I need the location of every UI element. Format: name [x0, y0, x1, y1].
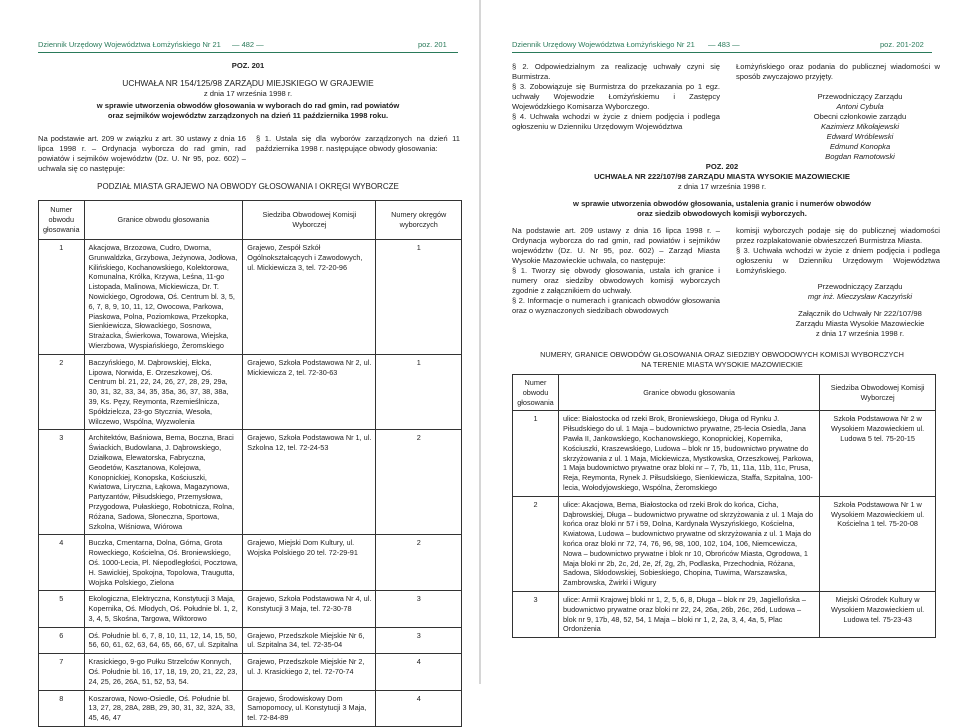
running-header-page-number: — 482 —	[232, 40, 264, 49]
section-4-continuation: Łomżyńskiego oraz podania do publicznej wiadomości w sposób zwyczajowo przyjęty.	[736, 62, 940, 81]
chairman-name: Antoni Cybula	[836, 102, 884, 111]
district-bounds: Baczyńskiego, M. Dąbrowskiej, Ełcka, Lipowa, Norwida, E. Orzeszkowej, Oś. Centrum bl. 21, 22, 24, 26, 27, 28, 29, 29a, 30, 31, 32, 33, 34, 35, 35a, 36, 37, 38, 38a, 39, Ks. Pęzy, Reymonta, Rzemieślnicza, Spółdzielcza, 23-go Stycznia, Wesoła, Wilczewo, Wspólna, Wyzwolenia	[84, 354, 243, 430]
table-row	[39, 654, 462, 690]
electoral-district: 4	[376, 690, 462, 726]
table-header-row	[513, 375, 936, 411]
commission-seat: Grajewo, Przedszkole Miejskie Nr 2, ul. J. Krasickiego 2, tel. 72-70-74	[243, 654, 376, 690]
running-header-item: poz. 201	[418, 40, 447, 49]
resolution-subject-line-2: oraz sejmików województw zarządzonych na dzień 11 października 1998 roku.	[107, 111, 389, 120]
table-row	[513, 591, 936, 637]
commission-seat: Grajewo, Szkoła Podstawowa Nr 2, ul. Mickiewicza 2, tel. 72-30-63	[243, 354, 376, 430]
district-bounds: ulice: Armii Krajowej bloki nr 1, 2, 5, 6, 8, Długa – blok nr 29, Jagiellońska – budownictwo prywatne oraz bloki nr 22, 24, 26a, 26b, 26c, 26d, Ludowa – blok nr 9, 17b, 48, 52, 54, 1 Maja – bloki nr 1, 2, 2a, 3, 4, 4a, 5, Plac Ordonżenia	[558, 591, 819, 637]
chairman-title: Przewodniczący Zarządu	[817, 92, 903, 101]
district-bounds: Koszarowa, Nowo-Osiedle, Oś. Południe bl. 13, 27, 28, 28A, 28B, 29, 30, 31, 32, 32A, 33, 45, 46, 47	[84, 690, 243, 726]
district-bounds: Buczka, Cmentarna, Dolna, Górna, Grota Roweckiego, Kościelna, Oś. Broniewskiego, Oś. 1000-Lecia, Pl. Niepodległości, Pocztowa, H. Sawickiej, Spokojna, Topolowa, Traugutta, Wojska Polskiego, Zielona	[84, 535, 243, 591]
commission-seat: Grajewo, Przedszkole Miejskie Nr 6, ul. Szpitalna 34, tel. 72-35-04	[243, 627, 376, 654]
item-number: POZ. 201	[231, 61, 265, 70]
polling-districts-table-wysokie-mazowieckie	[512, 374, 936, 638]
resolution-title: UCHWAŁA NR 154/125/98 ZARZĄDU MIEJSKIEGO W GRAJEWIE	[122, 78, 374, 88]
annex-heading-line-3: z dnia 17 września 1998 r.	[815, 329, 905, 338]
commission-seat: Szkoła Podstawowa Nr 1 w Wysokiem Mazowieckiem ul. Kościelna 1 tel. 75-20-08	[820, 496, 936, 591]
section-2-text: § 2. Odpowiedzialnym za realizację uchwały czyni się Burmistrza.	[512, 62, 720, 81]
commission-seat: Grajewo, Zespół Szkół Ogólnokształcących i Zawodowych, ul. Mickiewicza 3, tel. 72-20-96	[243, 240, 376, 355]
resolution-date: z dnia 17 września 1998 r.	[677, 182, 767, 191]
table-title-line-2: NA TERENIE MIASTA WYSOKIE MAZOWIECKIE	[641, 360, 803, 369]
preamble-legal-basis: Na podstawie art. 209 ustawy z dnia 16 lipca 1998 r. – Ordynacja wyborcza do rad gmin, rad powiatów i sejmików województw (Dz. U. Nr 95, poz. 602) – Zarząd Miasta Wysokie Mazowieckie uchwala, co następuje:	[512, 226, 720, 265]
section-4-text: § 4. Uchwała wchodzi w życie z dniem podjęcia i podlega ogłoszeniu w Dzienniku Urzędowym Województwa	[512, 112, 720, 131]
district-number: 2	[513, 496, 559, 591]
board-member-name: Edward Wróblewski	[826, 132, 894, 141]
commission-seat: Grajewo, Szkoła Podstawowa Nr 4, ul. Konstytucji 3 Maja, tel. 72-30-78	[243, 591, 376, 627]
board-member-name: Bogdan Ramotowski	[825, 152, 895, 161]
table-row	[39, 627, 462, 654]
commission-seat: Grajewo, Szkoła Podstawowa Nr 1, ul. Szkolna 12, tel. 72-24-53	[243, 430, 376, 535]
section-3-text: § 3. Uchwała wchodzi w życie z dniem podjęcia i podlega ogłoszeniu w Dzienniku Urzędowym Województwa Łomżyńskiego.	[736, 246, 940, 275]
district-bounds: Krasickiego, 9-go Pułku Strzelców Konnych, Oś. Południe bl. 16, 17, 18, 19, 20, 21, 22, 23, 24, 25, 26, 26A, 51, 52, 53, 54.	[84, 654, 243, 690]
table-row	[513, 496, 936, 591]
district-number: 2	[39, 354, 85, 430]
electoral-district: 3	[376, 591, 462, 627]
header-district-bounds: Granice obwodu głosowania	[558, 375, 819, 411]
chairman-title: Przewodniczący Zarządu	[817, 282, 903, 291]
district-bounds: Oś. Południe bl. 6, 7, 8, 10, 11, 12, 14, 15, 50, 56, 60, 61, 62, 63, 64, 65, 66, 67, ul. Szpitalna	[84, 627, 243, 654]
running-header-journal: Dziennik Urzędowy Województwa Łomżyńskiego Nr 21	[512, 40, 695, 49]
table-row	[39, 240, 462, 355]
resolution-subject-line-2: oraz siedzib obwodowych komisji wyborczych.	[637, 209, 807, 218]
district-bounds: ulice: Akacjowa, Bema, Białostocka od rzeki Brok do końca, Cicha, Dąbrowskiej, Długa – budownictwo prywatne od skrzyżowania z ul. 1 Maja do końca oraz bloki nr 57 i 59, Dolna, Kardynała Wyszyńskiego, Kościelna, Kwiatowa, Ludowa – budownictwo prywatne od skrzyżowania z ul. 1 Maja do końca oraz bloki nr 72, 74, 76, 96, 98, 100, 102, 104, 106, Niemcewicza, Nowa – budownictwo prywatne i blok nr 10, Obrońców Miasta, Ogrodowa, 1 Maja bloki nr 2b, 2c, 2d, 2e, 2f, 2g, 2h, Podlaska, Przechodnia, Różana, Sadowa, Skłodowskiej, Sobieskiego, Chopina, Tuwima, Warszawska, Zambrowska, Żwirki i Wigury	[558, 496, 819, 591]
table-row	[39, 354, 462, 430]
running-header-page-number: — 483 —	[708, 40, 740, 49]
district-number: 3	[513, 591, 559, 637]
table-row	[39, 591, 462, 627]
running-header-item: poz. 201-202	[880, 40, 924, 49]
running-header-journal: Dziennik Urzędowy Województwa Łomżyńskiego Nr 21	[38, 40, 221, 49]
header-district-bounds: Granice obwodu głosowania	[84, 201, 243, 240]
district-bounds: ulice: Białostocka od rzeki Brok, Broniewskiego, Długa od Rynku J. Piłsudskiego do ul. 1 Maja – budownictwo prywatne, 25-lecia Osiedla, Jana Pawła II, Jankowskiego, Kochanowskiego, Konopnickiej, Kopernika, Kościuszki, Kraszewskiego, Ludowa – blok nr 15, budownictwo prywatne do skrzyżowania z ul. 1 Maja, Mickiewicza, Mystkowska, Orzeszkowej, Parkowa, 1 Maja budownictwo prywatne oraz bloki nr – 7, 7b, 11, 11a, 11b, 11c, Prusa, Reja, Reymonta, Rynek J. Piłsudskiego, Sienkiewicza, Staffa, Szpitalna, 100-lecia, Wołodyjowskiego, Wspólna, Żeromskiego	[558, 411, 819, 496]
district-number: 3	[39, 430, 85, 535]
resolution-title: UCHWAŁA NR 222/107/98 ZARZĄDU MIASTA WYSOKIE MAZOWIECKIE	[594, 172, 850, 181]
table-row	[39, 535, 462, 591]
board-member-name: Kazimierz Mikołajewski	[820, 122, 900, 131]
district-number: 4	[39, 535, 85, 591]
district-number: 1	[513, 411, 559, 496]
electoral-district: 2	[376, 535, 462, 591]
table-header-row	[39, 201, 462, 240]
header-rule	[38, 52, 458, 53]
header-rule	[512, 52, 932, 53]
board-member-name: Edmund Konopka	[829, 142, 891, 151]
annex-heading-line-2: Zarządu Miasta Wysokie Mazowieckie	[795, 319, 925, 328]
commission-seat: Miejski Ośrodek Kultury w Wysokiem Mazowieckiem ul. Ludowa tel. 75-23-43	[820, 591, 936, 637]
district-number: 5	[39, 591, 85, 627]
electoral-district: 1	[376, 240, 462, 355]
section-2-text: § 2. Informacje o numerach i granicach obwodów głosowania oraz o wyznaczonych siedzibach obwodowych	[512, 296, 720, 315]
section-1-text: § 1. Ustala się dla wyborów zarządzonych na dzień 11 października 1998 r. następujące obwody głosowania:	[256, 134, 460, 153]
header-commission-seat: Siedziba Obwodowej Komisji Wyborczej	[243, 201, 376, 240]
district-number: 7	[39, 654, 85, 690]
electoral-district: 4	[376, 654, 462, 690]
section-3-text: § 3. Zobowiązuje się Burmistrza do przekazania po 1 egz. uchwały Wojewodzie Łomżyńskiemu i Zastępcy Wojewódzkiego Komisarza Wyborczego.	[512, 82, 720, 111]
page-482	[0, 0, 480, 723]
district-number: 1	[39, 240, 85, 355]
annex-heading-line-1: Załącznik do Uchwały Nr 222/107/98	[798, 309, 922, 318]
header-district-number: Numer obwodu głosowania	[513, 375, 559, 411]
district-bounds: Akacjowa, Brzozowa, Cudro, Dworna, Grunwaldzka, Grzybowa, Jeżynowa, Jodłowa, Kilińskiego, Kochanowskiego, Kolektorowa, Komunalna, Królka, Krzywa, Leśna, 11-go Listopada, Malinowa, Mickiewicza, Dr. T. Nowickiego, Ogrodowa, Oś. Centrum bl. 3, 5, 6, 7, 8, 9, 10, 11, 12, Owocowa, Parkowa, Piaskowa, Polna, Poziomkowa, Przekopka, Sienkiewicza, Słowackiego, Sosnowa, Strażacka, Świerkowa, Towarowa, Wiejska, Wierzbowa, Wyspiańskiego, Żeromskiego	[84, 240, 243, 355]
district-number: 8	[39, 690, 85, 726]
district-bounds: Architektów, Baśniowa, Bema, Boczna, Braci Świackich, Budowlana, J. Dąbrowskiego, Działkowa, Elewatorska, Fabryczna, Geodetów, Kasztanowa, Kolejowa, Konopnickiej, Konopska, Kościuszki, Kwiatowa, Liryczna, Łąkowa, Magazynowa, Partyzantów, Piłsudskiego, Przemysłowa, Przygodowa, Pułaskiego, Robotnicza, Rolna, Różana, Sadowa, Słoneczna, Sportowa, Szkolna, Wiśniowa, Wiórowa	[84, 430, 243, 535]
district-bounds: Ekologiczna, Elektryczna, Konstytucji 3 Maja, Kopernika, Oś. Młodych, Oś. Południe bl. 1, 2, 3, 4, 5, Skośna, Targowa, Wiktorowo	[84, 591, 243, 627]
district-number: 6	[39, 627, 85, 654]
commission-seat: Grajewo, Środowiskowy Dom Samopomocy, ul. Konstytucji 3 Maja, tel. 72-84-89	[243, 690, 376, 726]
electoral-district: 1	[376, 354, 462, 430]
resolution-subject-line-1: w sprawie utworzenia obwodów głosowania w wyborach do rad gmin, rad powiatów	[96, 101, 400, 110]
commission-seat: Grajewo, Miejski Dom Kultury, ul. Wojska Polskiego 20 tel. 72-29-91	[243, 535, 376, 591]
item-number: POZ. 202	[705, 162, 739, 171]
table-title-line-1: NUMERY, GRANICE OBWODÓW GŁOSOWANIA ORAZ SIEDZIBY OBWODOWYCH KOMISJI WYBORCZYCH	[540, 350, 904, 359]
board-members-label: Obecni członkowie zarządu	[813, 112, 907, 121]
section-1-text: § 1. Tworzy się obwody głosowania, ustala ich granice i numery oraz siedziby obwodowych komisji wyborczych zgodnie z załącznikiem do uchwały.	[512, 266, 720, 295]
chairman-name: mgr inż. Mieczysław Kaczyński	[807, 292, 913, 301]
section-2-continuation: komisji wyborczych podaje się do publicznej wiadomości przez rozplakatowanie obwieszczeń Burmistrza Miasta.	[736, 226, 940, 245]
electoral-district: 3	[376, 627, 462, 654]
resolution-date: z dnia 17 września 1998 r.	[203, 89, 293, 98]
table-row	[39, 690, 462, 726]
table-title: PODZIAŁ MIASTA GRAJEWO NA OBWODY GŁOSOWANIA I OKRĘGI WYBORCZE	[97, 182, 399, 191]
header-electoral-district: Numery okręgów wyborczych	[376, 201, 462, 240]
preamble-legal-basis: Na podstawie art. 209 w związku z art. 30 ustawy z dnia 16 lipca 1998 r. – Ordynacja wyborcza do rad gmin, rad powiatów i sejmików województw (Dz. U. Nr 95, poz. 602) – uchwala się co następuje:	[38, 134, 246, 173]
resolution-subject-line-1: w sprawie utworzenia obwodów głosowania, ustalenia granic i numerów obwodów	[573, 199, 871, 208]
polling-districts-table-grajewo	[38, 200, 462, 727]
table-row	[513, 411, 936, 496]
table-row	[39, 430, 462, 535]
header-commission-seat: Siedziba Obwodowej Komisji Wyborczej	[820, 375, 936, 411]
commission-seat: Szkoła Podstawowa Nr 2 w Wysokiem Mazowieckiem ul. Ludowa 5 tel. 75-20-15	[820, 411, 936, 496]
header-district-number: Numer obwodu głosowania	[39, 201, 85, 240]
electoral-district: 2	[376, 430, 462, 535]
page-483	[480, 0, 960, 684]
